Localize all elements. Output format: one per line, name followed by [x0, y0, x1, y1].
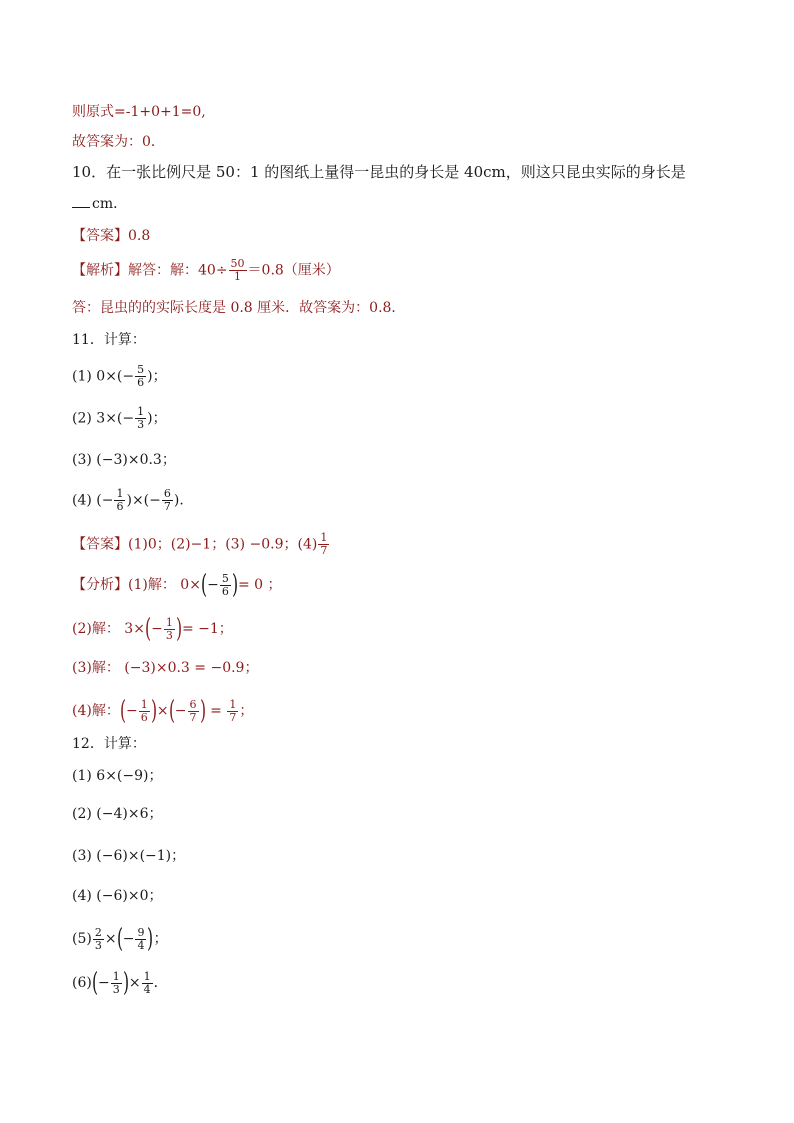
question-10: 10．在一张比例尺是 50：1 的图纸上量得一昆虫的身长是 40cm，则这只昆虫实际的身长是 [72, 163, 686, 181]
fraction [220, 573, 231, 598]
numerator: 2 [94, 925, 102, 939]
numerator: 9 [137, 925, 145, 939]
question-11-part-1 [72, 364, 167, 389]
solution-line-2: 故答案为：0． [72, 134, 165, 150]
question-12-part-6: (6)(− $\frac{1}{3}$ )× $\frac{1}{4}$ ． [72, 968, 168, 998]
fraction [227, 699, 238, 724]
expr-text: = −1； [181, 621, 233, 637]
denominator: 7 [189, 710, 197, 724]
expr-text: )． [173, 492, 194, 509]
analysis-tag: 【解析】 [72, 262, 128, 279]
fraction [135, 927, 146, 952]
question-11: 11．计算： [72, 332, 146, 348]
expr-text: ． [153, 975, 168, 991]
denominator: 6 [116, 500, 124, 513]
numerator: 1 [165, 615, 173, 629]
question-12-part-2: (2) (−4)×6； [72, 806, 163, 822]
numerator: 1 [229, 697, 237, 711]
answer-tag: 【答案】 [72, 536, 128, 553]
fraction [142, 971, 153, 996]
numerator: 50 [230, 257, 245, 270]
numerator: 1 [143, 969, 151, 983]
expr-text: )； [147, 410, 167, 427]
expr-text: (2)解： 3× [72, 621, 145, 637]
expr-text: ； [153, 931, 168, 947]
answer-10 [72, 226, 150, 246]
unit-text: cm． [92, 196, 128, 212]
fraction [114, 488, 125, 513]
expr-text: (1)解： 0× [128, 577, 201, 593]
answer-blank [72, 195, 90, 208]
answer-value: 0.8 [128, 228, 151, 244]
expr-text: (2) 3×(− [72, 410, 135, 427]
denominator: 3 [94, 938, 102, 952]
expr-text: )×(− [126, 492, 161, 509]
denominator: 3 [112, 982, 120, 996]
answer-value: (1)0；(2)−1；(3) −0.9；(4) [128, 536, 318, 553]
fraction [188, 699, 199, 724]
fraction [164, 617, 175, 642]
solution-line-1: 则原式=-1+0+1=0, [72, 104, 206, 120]
fraction [111, 971, 122, 996]
answer-11 [72, 532, 330, 557]
denominator: 6 [137, 376, 145, 389]
denominator: 7 [163, 500, 171, 513]
question-12-part-4: (4) (−6)×0； [72, 888, 163, 904]
analysis-text: 解答：解：40÷ [128, 262, 228, 279]
expr-text: (5) [72, 931, 92, 947]
expr-text: = 0 ； [237, 577, 282, 593]
fraction [135, 364, 146, 389]
fraction [93, 927, 104, 952]
analysis-11-part-1: 【分析】(1)解： 0×(− $\frac{5}{6}$ )= 0 ； [72, 570, 282, 600]
numerator: 1 [137, 405, 145, 418]
numerator: 6 [189, 697, 197, 711]
numerator: 5 [137, 363, 145, 376]
denominator: 6 [140, 710, 148, 724]
fraction [162, 488, 173, 513]
denominator: 7 [320, 544, 328, 557]
expr-text: (4) (− [72, 492, 114, 509]
expr-text: (1) 0×(− [72, 368, 135, 385]
analysis-11-part-4: (4)解：(− $\frac{1}{6}$ )×(− $\frac{6}{7}$ ) = $\frac{1}{7}$ ； [72, 696, 254, 726]
denominator: 4 [137, 938, 145, 952]
question-12-part-1: (1) 6×(−9)； [72, 768, 163, 784]
numerator: 1 [320, 531, 328, 544]
fraction [135, 406, 146, 431]
denominator: 3 [137, 418, 145, 431]
question-12-part-5: (5) $\frac{2}{3}$ ×(− $\frac{9}{4}$ )； [72, 924, 168, 954]
numerator: 1 [116, 487, 124, 500]
expr-text: )； [147, 368, 167, 385]
question-10-cont [72, 194, 127, 214]
answer-statement-10: 答：昆虫的的实际长度是 0.8 厘米．故答案为：0.8． [72, 300, 406, 316]
analysis-tag: 【分析】 [72, 577, 128, 593]
question-12: 12．计算： [72, 736, 146, 752]
denominator: 1 [234, 270, 242, 283]
denominator: 7 [229, 710, 237, 724]
denominator: 6 [221, 584, 229, 598]
denominator: 3 [165, 628, 173, 642]
analysis-result: ＝0.8（厘米） [247, 262, 340, 279]
answer-tag: 【答案】 [72, 228, 128, 244]
analysis-11-part-3: (3)解： (−3)×0.3 = −0.9； [72, 660, 259, 676]
question-11-part-2 [72, 406, 167, 431]
expr-text: (4)解： [72, 703, 120, 719]
numerator: 5 [221, 571, 229, 585]
fraction [139, 699, 150, 724]
expr-text: (6) [72, 975, 92, 991]
numerator: 6 [163, 487, 171, 500]
question-11-part-3: (3) (−3)×0.3； [72, 452, 176, 468]
numerator: 1 [140, 697, 148, 711]
question-12-part-3: (3) (−6)×(−1)； [72, 848, 186, 864]
question-11-part-4 [72, 488, 193, 513]
expr-text: ； [239, 703, 254, 719]
numerator: 1 [112, 969, 120, 983]
denominator: 4 [143, 982, 151, 996]
analysis-11-part-2: (2)解： 3×(− $\frac{1}{3}$ )= −1； [72, 614, 233, 644]
fraction [229, 258, 247, 283]
fraction [318, 532, 329, 557]
analysis-10 [72, 258, 340, 283]
